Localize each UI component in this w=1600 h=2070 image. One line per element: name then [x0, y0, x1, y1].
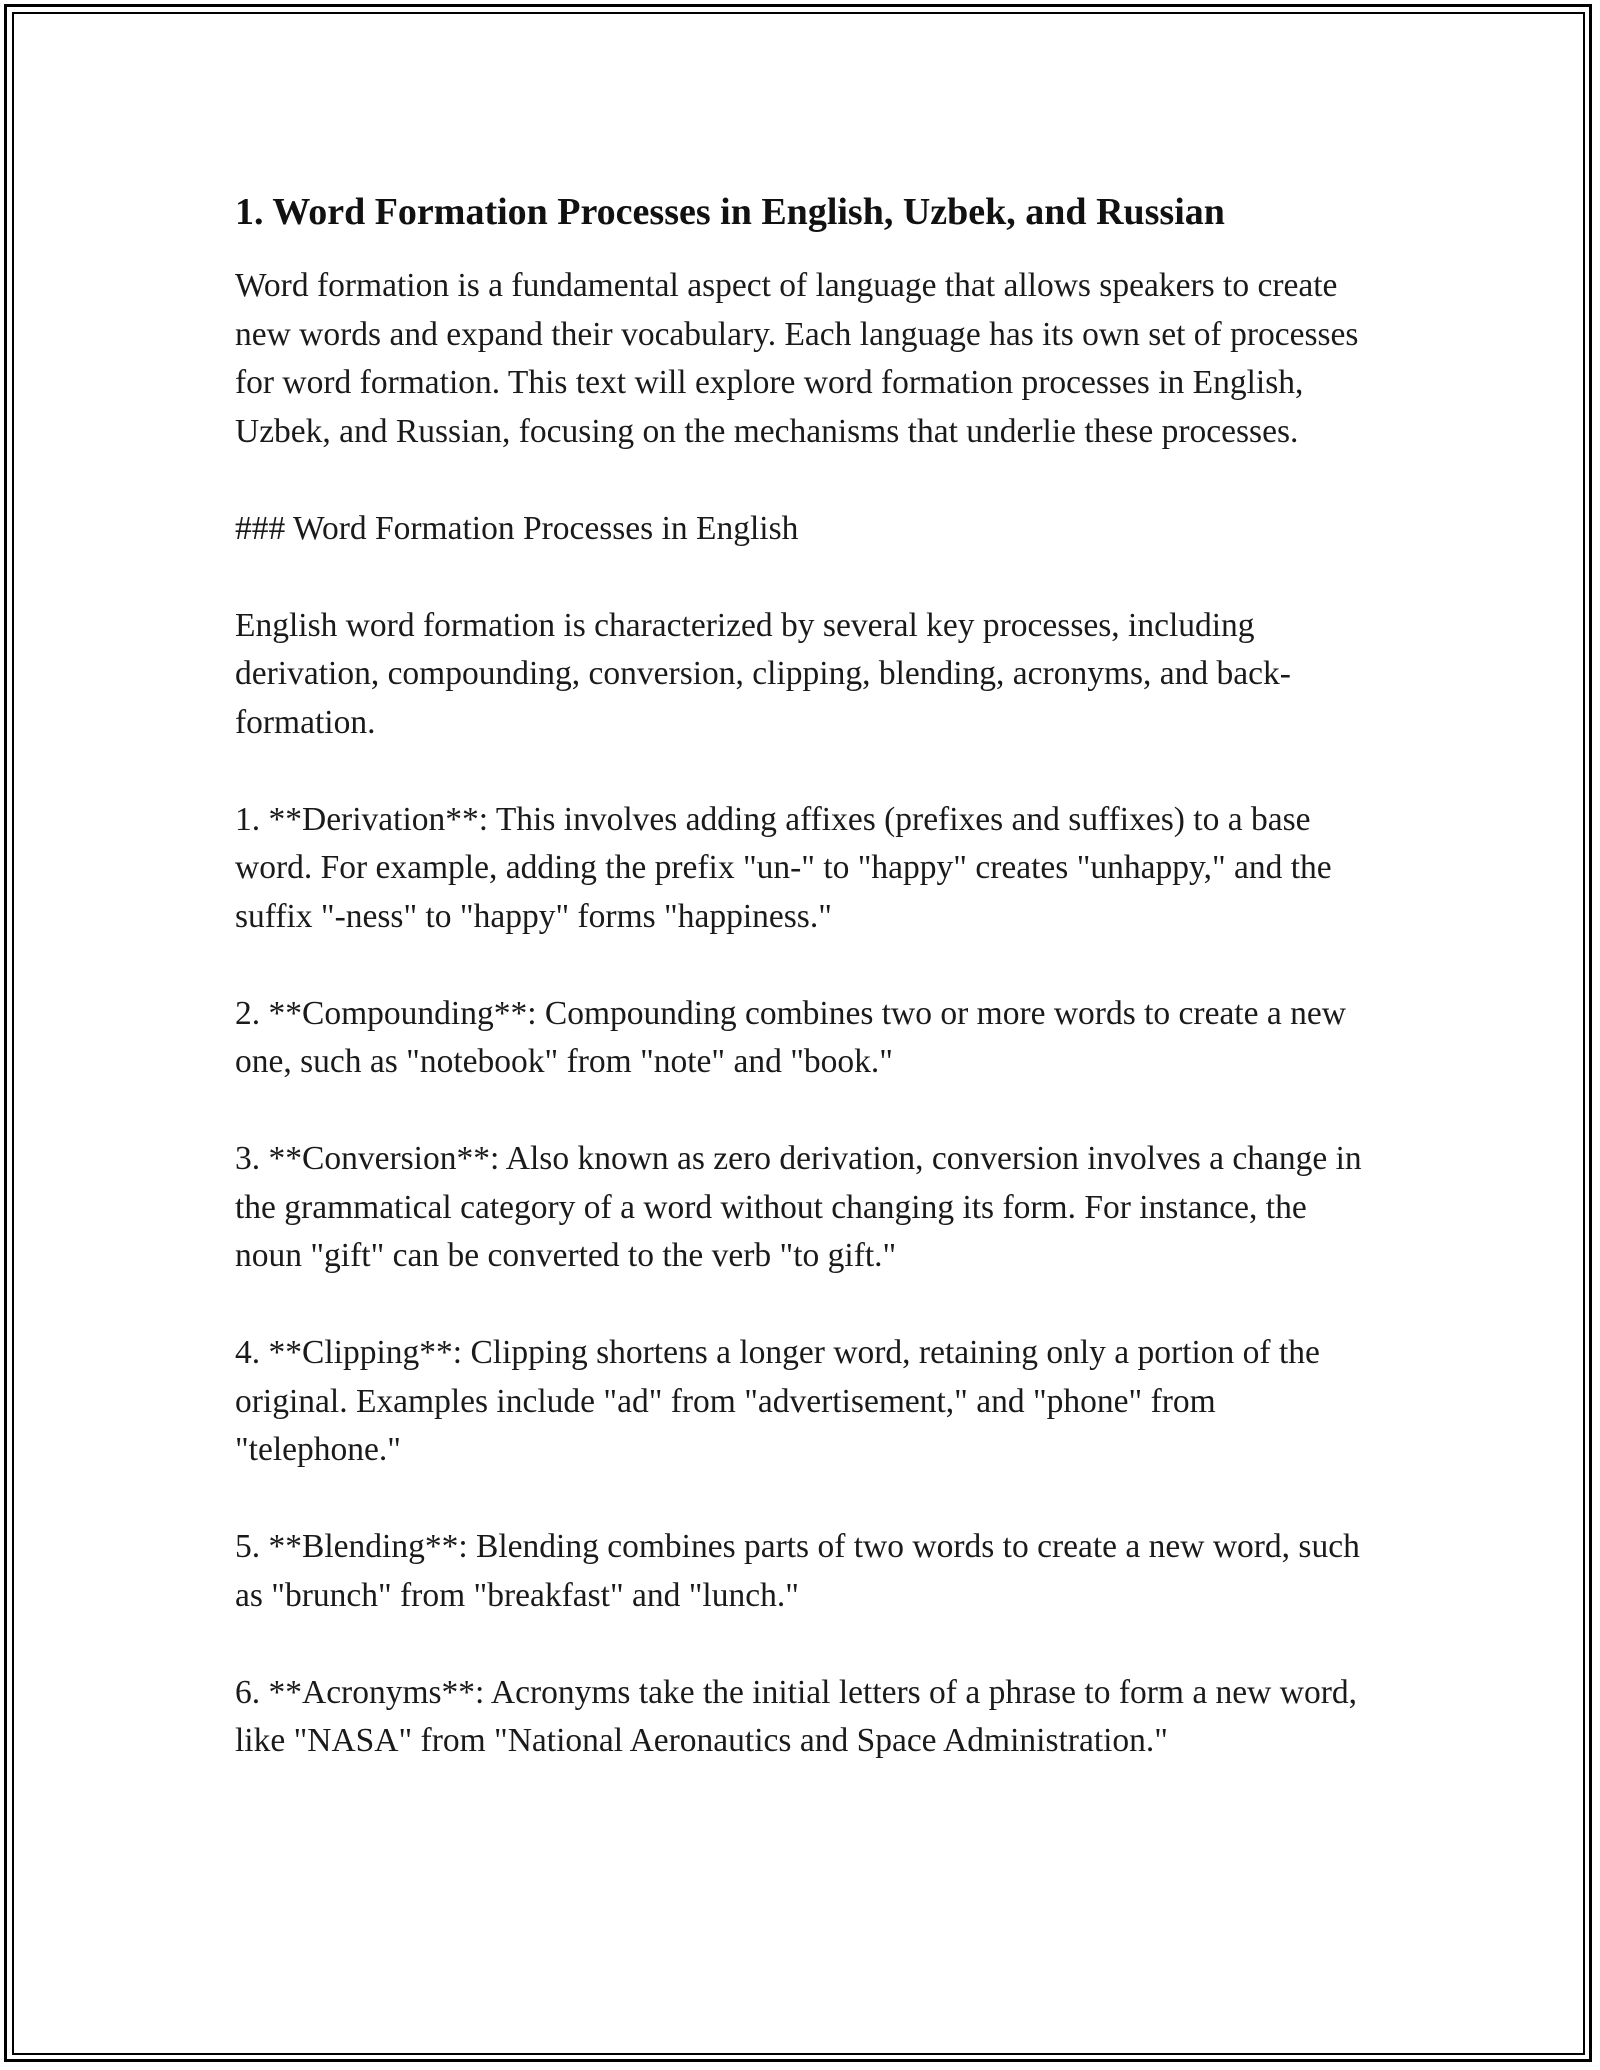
list-item-compounding: 2. **Compounding**: Compounding combines two or more words to create a new one, such as "notebook" from "note" and "book.": [235, 994, 1346, 1080]
list-item-derivation: 1. **Derivation**: This involves adding affixes (prefixes and suffixes) to a base word. For example, adding the prefix "un-" to "happy" creates "unhappy," and the suffix "-ness" to "happy" forms "happiness.": [235, 800, 1332, 935]
document-body: [235, 188, 1375, 1814]
list-item-blending: 5. **Blending**: Blending combines parts of two words to create a new word, such as "brunch" from "breakfast" and "lunch.": [235, 1528, 1360, 1614]
list-item-conversion: 3. **Conversion**: Also known as zero derivation, conversion involves a change in the grammatical category of a word without changing its form. For instance, the noun "gift" can be converted to the verb "to gift.": [235, 1140, 1362, 1274]
list-item-acronyms: 6. **Acronyms**: Acronyms take the initial letters of a phrase to form a new word, like "NASA" from "National Aeronautics and Space Administration.": [235, 1673, 1357, 1759]
list-item-clipping: 4. **Clipping**: Clipping shortens a longer word, retaining only a portion of the original. Examples include "ad" from "advertisement," and "phone" from "telephone.": [235, 1334, 1320, 1468]
intro-paragraph: Word formation is a fundamental aspect of language that allows speakers to create new words and expand their vocabulary. Each language has its own set of processes for word formation. This text will explore word formation processes in English, Uzbek, and Russian, focusing on the mechanisms that underlie these processes.: [235, 267, 1359, 450]
english-overview-paragraph: English word formation is characterized by several key processes, including derivation, compounding, conversion, clipping, blending, acronyms, and back-formation.: [235, 606, 1291, 741]
document-title: 1. Word Formation Processes in English, Uzbek, and Russian: [235, 191, 1225, 233]
section-heading-english: ### Word Formation Processes in English: [235, 509, 799, 547]
